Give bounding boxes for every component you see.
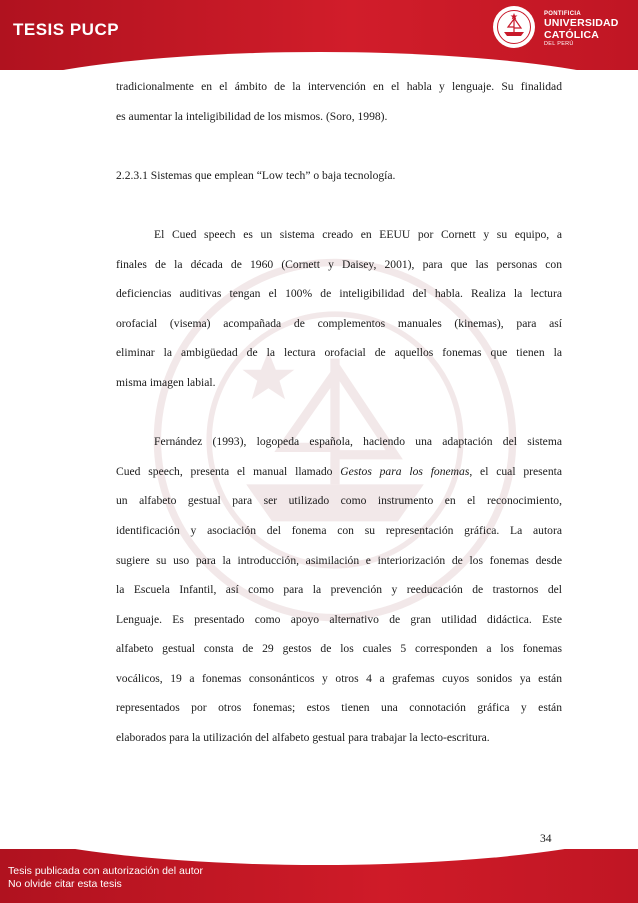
university-line2: CATÓLICA — [544, 28, 600, 41]
text-line: la Escuela Infantil, así como para la prevención y reeducación de trastornos del — [116, 583, 562, 597]
footer-curve — [0, 849, 638, 865]
text-line: un alfabeto gestual para ser utilizado como instrumento en el reconocimiento, — [116, 494, 562, 508]
text-line: eliminar la ambigüedad de la lectura orofacial de aquellos fonemas que tienen la — [116, 346, 562, 360]
text-line: finales de la década de 1960 (Cornett y Daisey, 2001), para que las personas con — [116, 257, 562, 271]
footer-banner — [0, 849, 638, 903]
footer-notice — [8, 865, 203, 890]
text-line: alfabeto gestual consta de 29 gestos de los cuales 5 corresponden a los fonemas — [116, 642, 562, 656]
text-line: elaborados para la utilización del alfabeto gestual para trabajar la lecto-escritura. — [116, 731, 490, 745]
document-body — [116, 72, 562, 753]
paragraph-gap — [116, 190, 562, 220]
text-line: es aumentar la inteligibilidad de los mismos. (Soro, 1998). — [116, 109, 388, 123]
brand-title: TESIS PUCP — [13, 20, 120, 39]
text-line: misma imagen labial. — [116, 375, 216, 389]
university-small-label: PONTIFICIA — [544, 11, 581, 17]
text-line: tradicionalmente en el ámbito de la intervención en el habla y lenguaje. Su finalidad — [116, 80, 562, 93]
text-line: deficiencias auditivas tengan el 100% de inteligibilidad del habla. Realiza la lectura — [116, 287, 562, 301]
text-line: representados por otros fonemas; estos tienen una connotación gráfica y están — [116, 701, 562, 715]
footer-line-2: No olvide citar esta tesis — [8, 877, 122, 890]
footer-line-1: Tesis publicada con autorización del autor — [8, 865, 203, 877]
text-line-with-title — [116, 457, 562, 487]
paragraph-gap — [116, 131, 562, 161]
text-line: Fernández (1993), logopeda española, haciendo una adaptación del sistema — [154, 435, 562, 449]
university-name — [544, 11, 619, 48]
text-line: Lenguaje. Es presentado como apoyo alternativo de gran utilidad didáctica. Este — [116, 612, 562, 626]
text-fragment: Cued speech, presenta el manual llamado — [116, 464, 341, 478]
text-line: identificación y asociación del fonema con su representación gráfica. La autora — [116, 523, 562, 537]
text-line: El Cued speech es un sistema creado en EEUU por Cornett y su equipo, a — [154, 227, 562, 241]
text-line: orofacial (visema) acompañada de complementos manuales (kinemas), para así — [116, 316, 562, 330]
university-line1: UNIVERSIDAD — [544, 17, 619, 29]
section-heading: 2.2.3.1 Sistemas que emplean “Low tech” o baja tecnología. — [116, 168, 396, 182]
header-banner — [0, 0, 638, 70]
paragraph-gap — [116, 398, 562, 428]
header-curve — [0, 52, 638, 70]
text-line: vocálicos, 19 a fonemas consonánticos y otros 4 a grafemas cuyos sonidos ya están — [116, 671, 562, 685]
text-line: sugiere su uso para la introducción, asimilación e interiorización de los fonemas desde — [116, 553, 562, 567]
university-tail: DEL PERÚ — [544, 41, 574, 47]
page-number: 34 — [540, 832, 552, 845]
university-seal-icon — [492, 5, 536, 49]
manual-title: Gestos para los fonemas — [340, 464, 470, 478]
text-fragment: , el cual presenta — [469, 464, 562, 478]
